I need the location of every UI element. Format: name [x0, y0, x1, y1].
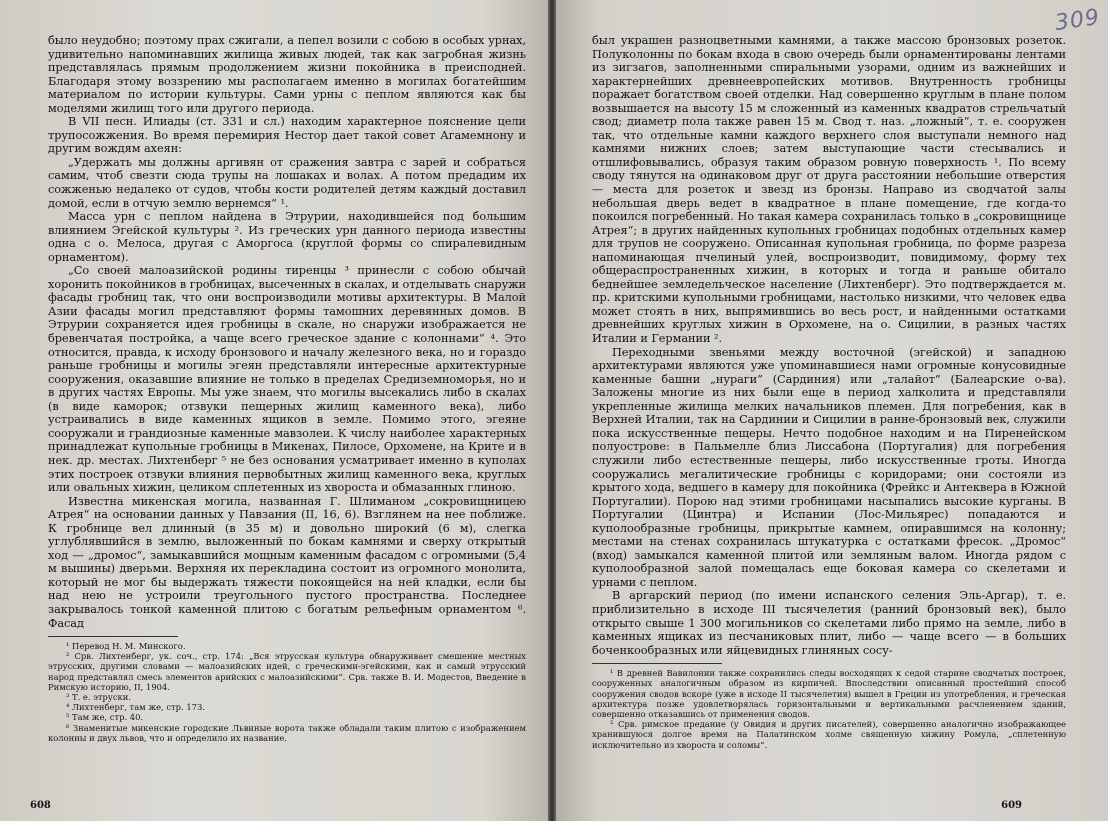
quotation: „Удержать мы должны аргивян от сражения завтра с зарей и собраться самим, чтоб свезти сюда трупы на лошаках и волах. А потом предадим их сожженью недалеко от судов, чтобы кости родителей детям каждый доставил домой, если в отчую землю вернемся“ ¹. — [48, 155, 526, 210]
page-number: 609 — [1001, 800, 1022, 811]
book-gutter — [548, 0, 556, 821]
paragraph: было неудобно; поэтому прах сжигали, а пепел возили с собою в особых урнах, удивительно напоминавших жилища живых людей, так как загробная жизнь представлялась прямым продолжением жизни покойника в преисподней. Благодаря этому воззрению мы располагаем именно в могилах богатейшим материалом по истории культуры. Сами урны с пеплом являются как бы моделями жилищ того или другого периода. — [48, 34, 526, 115]
footnote-divider — [48, 636, 178, 637]
footnote: ³ Т. е. этруски. — [66, 692, 131, 703]
footnote-divider — [592, 663, 722, 664]
footnote: ⁵ Там же, стр. 40. — [66, 712, 144, 723]
footnote: ² Срв. римское предание (у Овидия и других писателей), совершенно аналогично изображающее хранившуюся долгое время на Палатинском холме священную хижину Ромула, „сплетенную исключительно из хвороста и соломы“. — [592, 719, 1066, 750]
footnote: ¹ Перевод Н. М. Минского. — [66, 641, 186, 652]
paragraph: Масса урн с пеплом найдена в Этрурии, находившейся под большим влиянием Эгейской культуры ². Из греческих урн данного периода известны одна с о. Мелоса, другая с Аморгоса (круглой формы со спиралевидным орнаментом). — [48, 210, 526, 264]
paragraph: В аргарский период (по имени испанского селения Эль-Аргар), т. е. приблизительно в исходе III тысячелетия (ранний бронзовый век), было открыто свыше 1 300 могильников со скелетами либо прямо на земле, либо в каменных ящиках из песчаниковых плит, либо — чаще всего — в больших боченкообразных или яйцевидных глиняных сосу- — [592, 589, 1066, 657]
paragraph: Известна микенская могила, названная Г. Шлиманом „сокровищницею Атрея“ на основании данных у Павзания (II, 16, 6). Взглянем на нее поближе. К гробнице вел длинный (в 35 м) и довольно широкий (6 м), слегка углублявшийся в землю, выложенный по бокам камнями и сверху открытый ход — „дромос“, замыкавшийся мощным каменным фасадом с огромными (5,4 м вышины) дверьми. Верхняя их перекладина состоит из огромного монолита, который не мог бы выдержать тяжести покоящейся на ней кладки, если бы над нею не устроили треугольного пустого пространства. Последнее закрывалось тонкой каменной плитою с богатым рельефным орнаментом ⁶. Фасад — [48, 494, 526, 630]
page-number: 608 — [30, 800, 51, 811]
right-page-footnotes — [592, 668, 1066, 750]
paragraph: Переходными звеньями между восточной (эгейской) и западною архитектурами являются уже упоминавшиеся нами огромные конусовидные каменные башни „нураги“ (Сардиния) или „талайот“ (Балеарские о-ва). Заложены многие из них были еще в период халколита и представляли укрепленные жилища мелких начальников племен. Для погребения, как в Верхней Италии, так на Сардинии и Сицилии в ранне-бронзовый век, служили пока искусственные пещеры. Нечто подобное находим и на Пиренейском полуострове: в Пальмелле близ Лиссабона (Португалия) для погребения служили либо естественные пещеры, либо искусственные гроты. Иногда сооружались мегалитические гробницы с коридорами; они состояли из крытого хода, ведшего в камеру для покойника (Фрейкс и Антеквера в Южной Португалии). Порою над этими гробницами насыпались высокие курганы. В Португалии (Цинтра) и Испании (Лос-Мильярес) попадаются и куполообразные гробницы, прикрытые камнем, опиравшимся на колонну; местами на стенах сохранилась штукатурка с остатками фресок. „Дромос“ (вход) замыкался каменной плитой или земляным валом. Иногда рядом с куполообразной залой помещалась еще боковая камера со скелетами и урнами с пеплом. — [592, 345, 1066, 589]
left-page-footnotes — [48, 641, 526, 743]
right-page-body — [592, 34, 1066, 657]
left-page-body — [48, 34, 526, 630]
handwritten-page-number: 309 — [1053, 4, 1102, 37]
footnote: ⁶ Знаменитые микенские городские Львиные ворота также обладали таким плитою с изображением колонны и двух львов, что и определило их название. — [48, 722, 526, 743]
right-page — [556, 0, 1108, 821]
paragraph: В VII песн. Илиады (ст. 331 и сл.) находим характерное пояснение цели трупосожжения. Во время перемирия Нестор дает такой совет Агамемнону и другим вождям ахеян: — [48, 115, 526, 156]
footnote: ² Срв. Лихтенберг, ук. соч., стр. 174: „Вся этрусская культура обнаруживает смешение местных этрусских, другими словами — малоазийских идей, с греческими-эгейскими, как и самый этрусский народ представлял смесь элементов арийских с малоазийскими“. Срв. также В. И. Модестов, Введение в Римскую историю, II, 1904. — [48, 651, 526, 692]
paragraph: „Со своей малоазийской родины тиренцы ³ принесли с собою обычай хоронить покойников в гробницах, высеченных в скалах, и отделывать снаружи фасады гробниц так, что они воспроизводили мотивы архитектуры. В Малой Азии фасады могил представляют формы тамошних деревянных домов. В Этрурии сохраняется идея гробницы в скале, но снаружи изображается не бревенчатая постройка, а чаще всего греческое здание с колоннами“ ⁴. Это относится, правда, к исходу бронзового и началу железного века, но и гораздо раньше гробницы и могилы эгеян представляли интересные архитектурные сооружения, оказавшие влияние не только в пределах Средиземноморья, но и в других частях Европы. Мы уже знаем, что могилы высекались либо в скалах (в виде каморок; отзвуки пещерных жилищ каменного века), либо устраивались в виде каменных ящиков в земле. Помимо этого, эгеяне сооружали и грандиозные каменные мавзолеи. К числу наиболее характерных принадлежат купольные гробницы в Микенах, Пилосе, Орхомене, на Крите и в нек. др. местах. Лихтенберг ⁵ не без основания усматривает именно в куполах этих построек отзвуки влияния первобытных жилищ каменного века, круглых или овальных хижин, целиком сплетенных из хвороста и обмазанных глиною. — [48, 264, 526, 495]
footnote: ¹ В древней Вавилонии также сохранились следы восходящих к седой старине сводчатых построек, сооруженных аналогичным образом из кирпичей. Впоследствии описанный простейший способ сооружения сводов вскоре (уже в исходе II тысячелетия) вышел в Греции из употребления, и греческая архитектура позже удовлетворялась горизонтальными и вертикальными расчленением зданий, совершенно отказавшись от применения сводов. — [592, 668, 1066, 719]
paragraph: был украшен разноцветными камнями, а также массою бронзовых розеток. Полуколонны по бокам входа в свою очередь были орнаментированы лентами из зигзагов, заполненными спиральными узорами, одним из важнейших и характернейших древнеевропейских мотивов. Внутренность гробницы поражает богатством своей отделки. Над совершенно круглым в плане полом возвышается на высоту 15 м сложенный из каменных квадратов стрельчатый свод; диаметр пола также равен 15 м. Свод т. наз. „ложный“, т. е. сооружен так, что отдельные камни каждого верхнего слоя выступали немного над камнями нижних слоев; затем выступающие части стесывались и отшлифовывались, образуя таким образом ровную поверхность ¹. По всему своду тянутся на одинаковом друг от друга расстоянии небольшие отверстия — места для розеток и звезд из бронзы. Направо из сводчатой залы небольшая дверь ведет в квадратное в плане помещение, где когда-то покоился погребенный. Но такая камера сохранилась только в „сокровищнице Атрея“; в других найденных купольных гробницах подобных отдельных камер для трупов не сооружено. Описанная купольная гробница, по форме разреза напоминающая пчелиный улей, воспроизводит, повидимому, форму тех общераспространенных хижин, в которых и тогда и раньше обитало беднейшее земледельческое население (Лихтенберг). Это подтверждается м. пр. критскими купольными гробницами, настолько низкими, что человек едва может стоять в них, выпрямившись во весь рост, и найденными остатками древнейших круглых хижин в Орхомене, на о. Сицилии, в разных частях Италии и Германии ². — [592, 34, 1066, 346]
footnote: ⁴ Лихтенберг, там же, стр. 173. — [66, 702, 206, 713]
left-page — [0, 0, 548, 821]
